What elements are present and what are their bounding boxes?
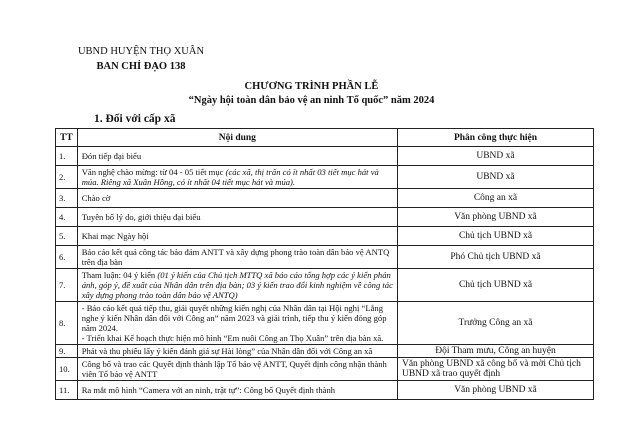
row-number: 3.: [56, 189, 78, 208]
title-line-2: “Ngày hội toàn dân bảo vệ an ninh Tổ quốc” năm 2024: [188, 95, 435, 106]
org-name: UBND HUYỆN THỌ XUÂN: [77, 46, 205, 57]
table-row: [56, 227, 594, 246]
row-content: Báo cáo kết quả công tác bảo đảm ANTT và xây dựng phong trào toàn dân bảo vệ ANTQ trên địa bàn: [77, 246, 397, 269]
row-content: [77, 269, 397, 302]
column-header-assignment: Phân công thực hiện: [397, 129, 593, 147]
row-number: 1.: [56, 147, 78, 166]
row-assignment: UBND xã: [397, 166, 593, 189]
row-content: Phát và thu phiếu lấy ý kiến đánh giá sự Hài lòng” của Nhân dân đối với Công an xã: [77, 345, 397, 358]
row-number: 7.: [56, 269, 78, 302]
row-content: Tuyên bố lý do, giới thiệu đại biểu: [77, 208, 397, 227]
row-number: 4.: [56, 208, 78, 227]
column-header-tt: TT: [56, 129, 78, 147]
row-number: 8.: [56, 302, 78, 345]
column-header-content: Nội dung: [77, 129, 397, 147]
row-assignment: Phó Chủ tịch UBND xã: [397, 246, 593, 269]
row-content: Ra mắt mô hình “Camera với an ninh, trật tự”: Công bố Quyết định thành: [77, 381, 397, 400]
table-row: [56, 208, 594, 227]
row-assignment: UBND xã: [397, 147, 593, 166]
row-content: Chào cờ: [77, 189, 397, 208]
row-assignment: Văn phòng UBND xã công bố và mời Chủ tịch UBND xã trao quyết định: [397, 358, 593, 381]
row-assignment: Chủ tịch UBND xã: [397, 269, 593, 302]
row-number: 6.: [56, 246, 78, 269]
row-content: Công bố và trao các Quyết định thành lập Tổ bảo vệ ANTT, Quyết định công nhận thành viên Tổ bảo vệ ANTT: [77, 358, 397, 381]
table-row: [56, 189, 594, 208]
issuing-organization: [76, 44, 206, 74]
row-assignment: Văn phòng UBND xã: [397, 381, 593, 400]
title-line-1: CHƯƠNG TRÌNH PHẦN LỄ: [244, 81, 379, 92]
row-number: 10.: [56, 358, 78, 381]
row-assignment: Trưởng Công an xã: [397, 302, 593, 345]
org-committee: BAN CHỈ ĐẠO 138: [96, 61, 186, 72]
row-number: 2.: [56, 166, 78, 189]
section-title: 1. Đối với cấp xã: [94, 113, 176, 125]
row-number: 11.: [56, 381, 78, 400]
program-table: [55, 128, 594, 400]
table-row: [56, 269, 594, 302]
row-content: [77, 166, 397, 189]
table-row: [56, 345, 594, 358]
row-content: Đón tiếp đại biểu: [77, 147, 397, 166]
row-assignment: Văn phòng UBND xã: [397, 208, 593, 227]
table-row: [56, 302, 594, 345]
table-row: [56, 358, 594, 381]
table-header-row: [56, 129, 594, 147]
row-content-note: (01 ý kiến của Chủ tịch MTTQ xã báo cáo tổng hợp các ý kiến phản ánh, góp ý, đề xuất của Nhân dân trên địa bàn; 03 ý kiến trao đổi kinh nghiệm về công tác xây dựng phong trào toàn dân bảo vệ ANTQ): [81, 270, 393, 300]
row-content-text: Tham luận: 04 ý kiến: [81, 270, 158, 280]
row-number: 5.: [56, 227, 78, 246]
row-content-note: (các xã, thị trấn có ít nhất 03 tiết mục hát và múa. Riêng xã Xuân Hồng, có ít nhất 04 tiết mục hát và múa).: [81, 167, 379, 187]
table-row: [56, 166, 594, 189]
table-row: [56, 246, 594, 269]
row-number: 9.: [56, 345, 78, 358]
row-content: Khai mạc Ngày hội: [77, 227, 397, 246]
row-content-line: - Báo cáo kết quả tiếp thu, giải quyết những kiến nghị của Nhân dân tại Hội nghị “Lắng nghe ý kiến Nhân dân đối với Công an” năm 2023 và giải trình, tiếp thu ý kiến đóng góp năm 2024.: [81, 303, 387, 333]
row-assignment: Chủ tịch UBND xã: [397, 227, 593, 246]
row-content-text: Văn nghệ chào mừng: từ 04 - 05 tiết mục: [81, 167, 226, 177]
row-assignment: Công an xã: [397, 189, 593, 208]
row-content-line: - Triển khai Kế hoạch thực hiện mô hình “Em nuôi Công an Thọ Xuân” trên địa bàn xã.: [81, 333, 384, 343]
document-title: [0, 80, 623, 108]
table-row: [56, 381, 594, 400]
row-assignment: Đội Tham mưu, Công an huyện: [397, 345, 593, 358]
table-row: [56, 147, 594, 166]
row-content: [77, 302, 397, 345]
